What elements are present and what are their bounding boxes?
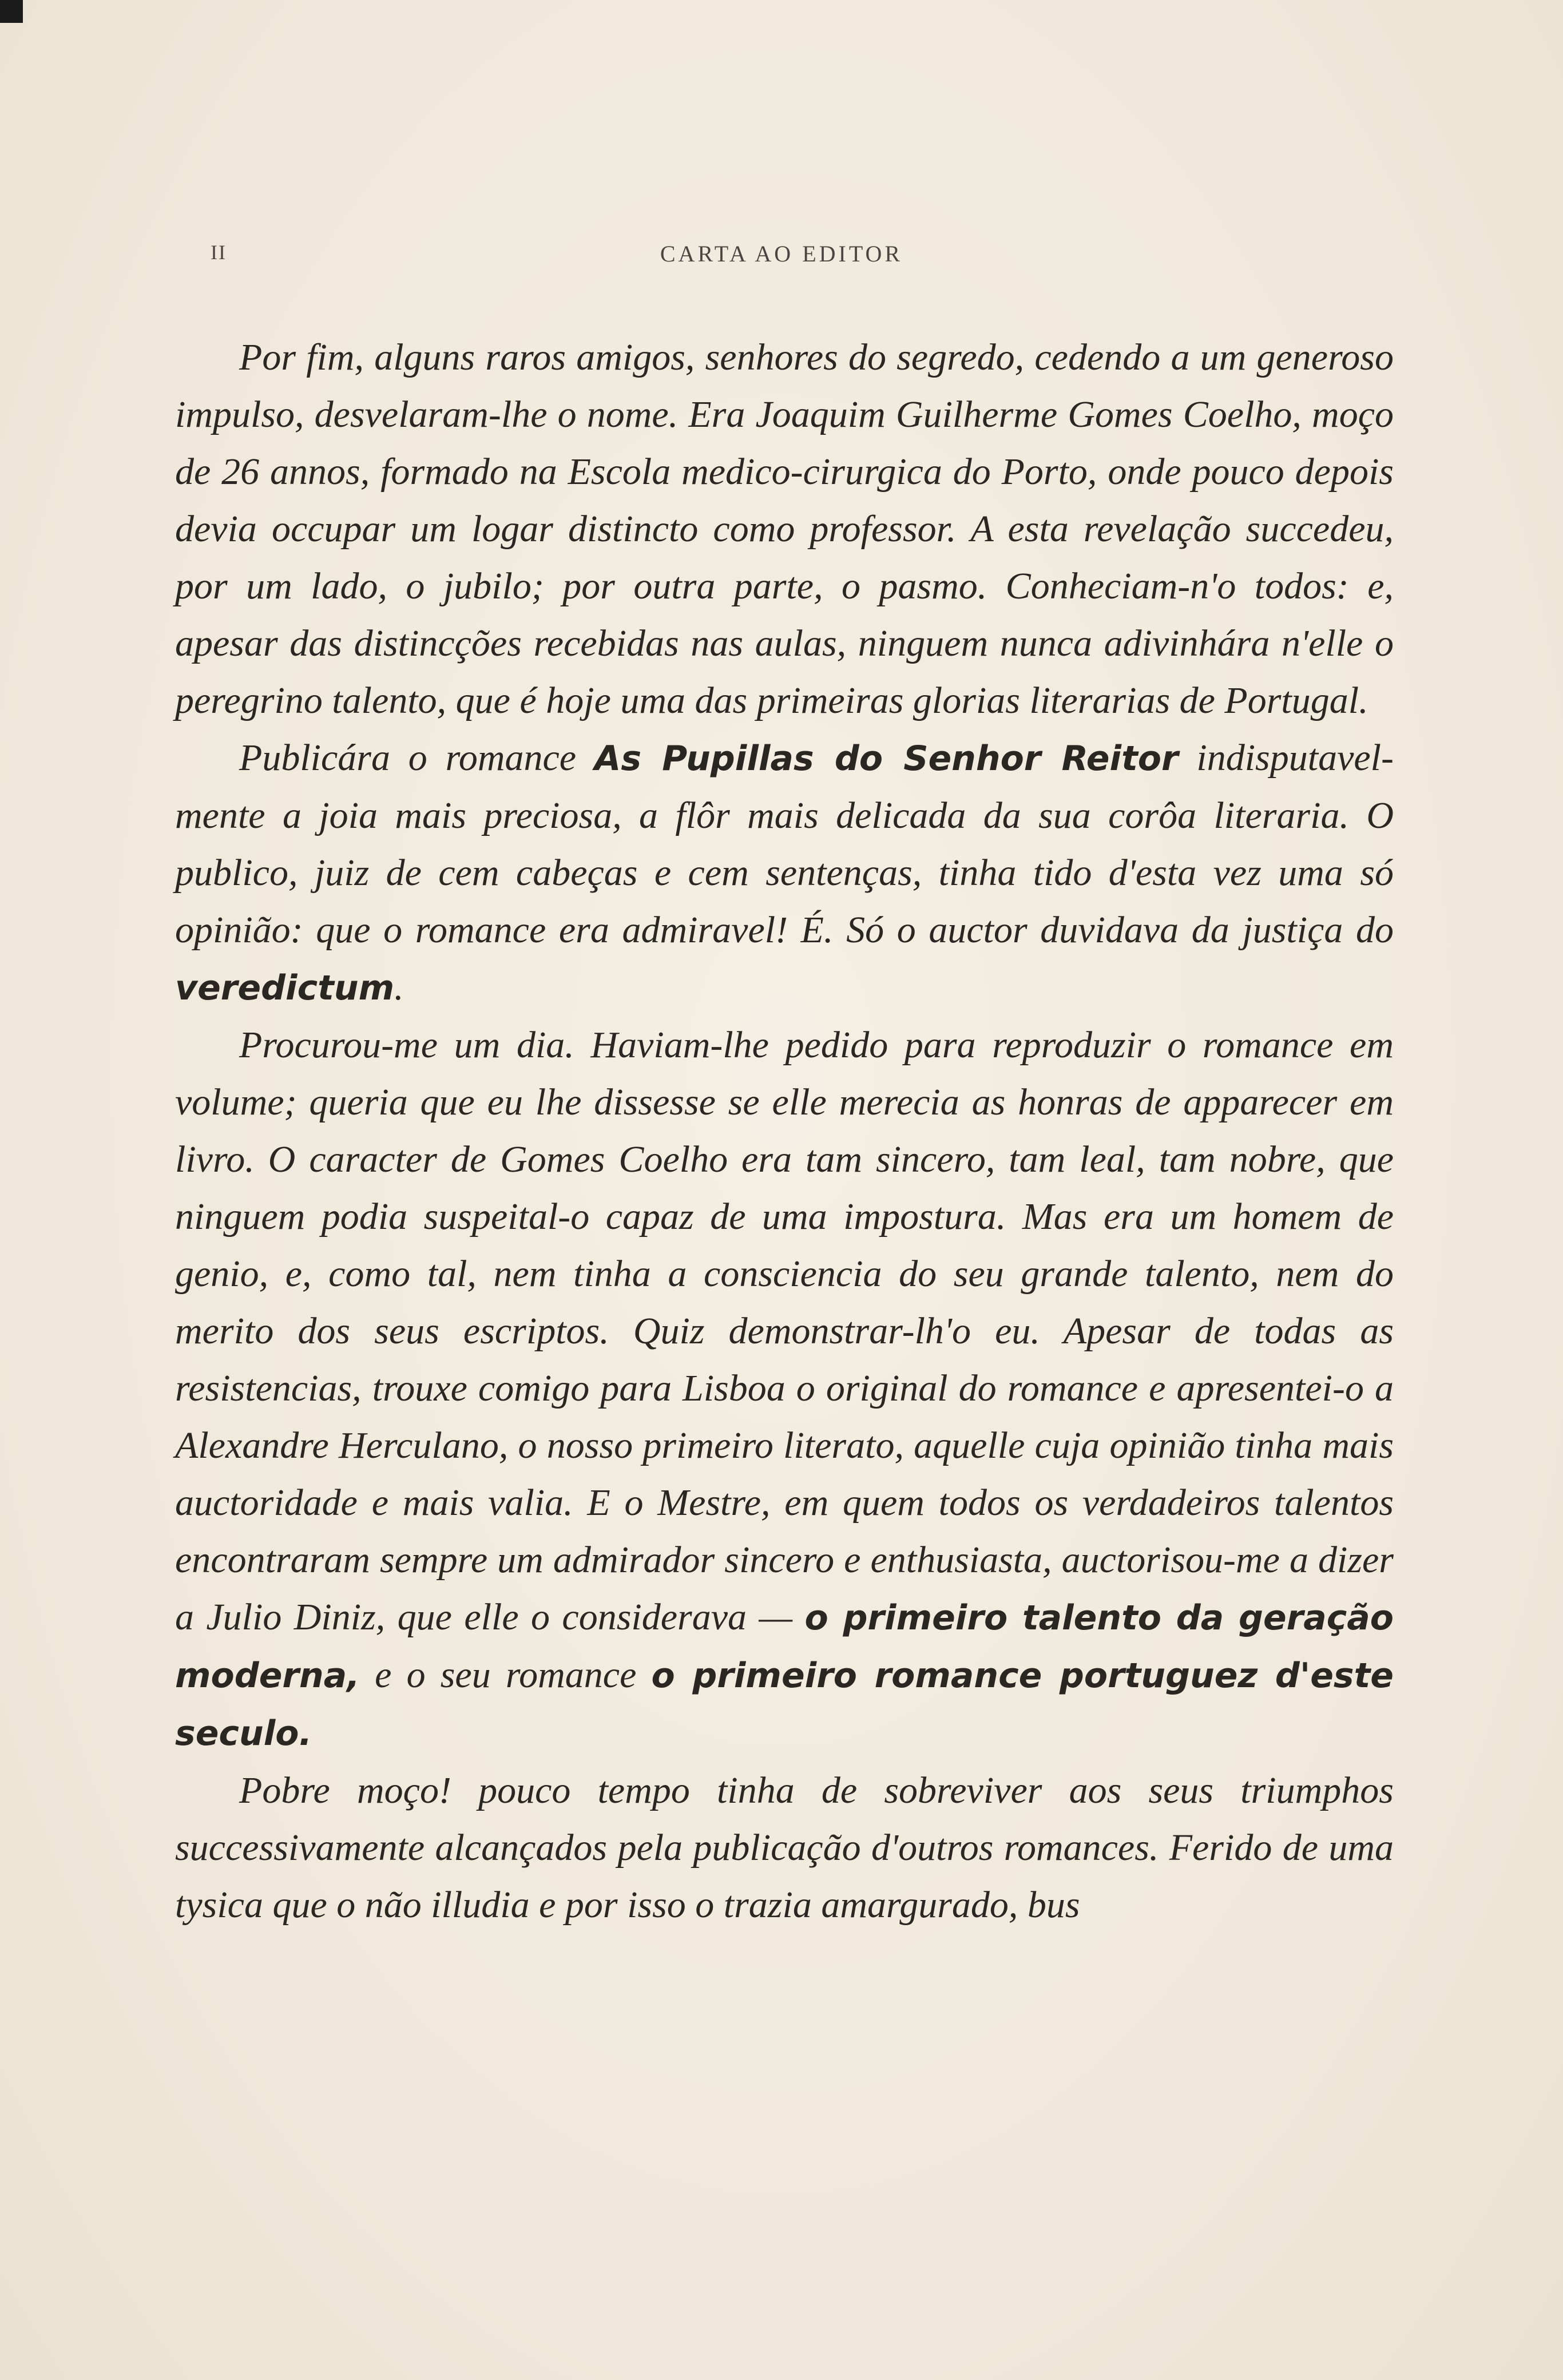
paragraph-3 — [175, 1017, 1394, 1762]
paragraph-4: Pobre moço! pouco tempo tinha de sobreviver aos seus triumphos successivamente alcançados pela publicação d'outros romances. Ferido de uma tysica que o não illudia e por isso o trazia amargurado, bus — [175, 1770, 1394, 1926]
paragraph-2 — [175, 729, 1394, 1017]
running-title: CARTA AO EDITOR — [660, 241, 903, 267]
book-title: As Pupillas do Senhor Reitor — [594, 739, 1179, 779]
bold-word-veredictum: veredictum — [175, 968, 395, 1008]
bold-phrase-primeiro-talento: o primeiro talento da geração moderna, — [175, 1598, 1394, 1696]
paragraph-3-text-middle: e o seu romance — [359, 1654, 652, 1696]
page-number: II — [211, 241, 227, 264]
paragraph-3-text-main: Procurou-me um dia. Haviam-lhe pedido para reproduzir o romance em volume; queria que eu lhe dissesse se elle merecia as honras de apparecer em livro. O caracter de Gomes Coelho era tam sincero, tam leal, tam nobre, que ninguem podia suspeital-o capaz de uma impostura. Mas era um homem de genio, e, como tal, nem tinha a consciencia do seu grande talento, nem do merito dos seus escriptos. Quiz demonstrar-lh'o eu. Apesar de todas as resistencias, trouxe comigo para Lisboa o original do romance e apresentei-o a Alexandre Herculano, o nosso primeiro literato, aquelle cuja opinião tinha mais auctoridade e mais valia. E o Mestre, em quem todos os verdadeiros talentos encontraram sempre um admirador sincero e enthusiasta, auctorisou-me a dizer a Julio Diniz, que elle o considerava — — [175, 1024, 1394, 1638]
paragraph-2-text-before-title: Publicára o romance — [239, 737, 594, 779]
paragraph-2-text-after-title: indisputavelmente a joia mais preciosa, a flôr mais delicada da sua corôa literaria. O publico, juiz de cem cabeças e cem sentenças, tinha tido d'esta vez uma só opinião: que o romance era admiravel! É. Só o auctor duvidava da justiça do — [175, 737, 1394, 951]
paragraph-2-text-end: . — [394, 966, 404, 1008]
body-text — [175, 329, 1394, 1934]
bold-phrase-primeiro-romance: o primeiro romance portuguez d'este seculo. — [175, 1656, 1394, 1754]
scan-corner-mark — [0, 0, 23, 23]
paragraph-1: Por fim, alguns raros amigos, senhores do segredo, cedendo a um generoso impulso, desvelaram-lhe o nome. Era Joaquim Guilherme Gomes Coelho, moço de 26 annos, formado na Escola medico-cirurgica do Porto, onde pouco depois devia occupar um logar distincto como professor. A esta revelação succedeu, por um lado, o jubilo; por outra parte, o pasmo. Conheciam-n'o todos: e, apesar das distincções recebidas nas aulas, ninguem nunca adivinhára n'elle o peregrino talento, que é hoje uma das primeiras glorias literarias de Portugal. — [175, 336, 1394, 721]
